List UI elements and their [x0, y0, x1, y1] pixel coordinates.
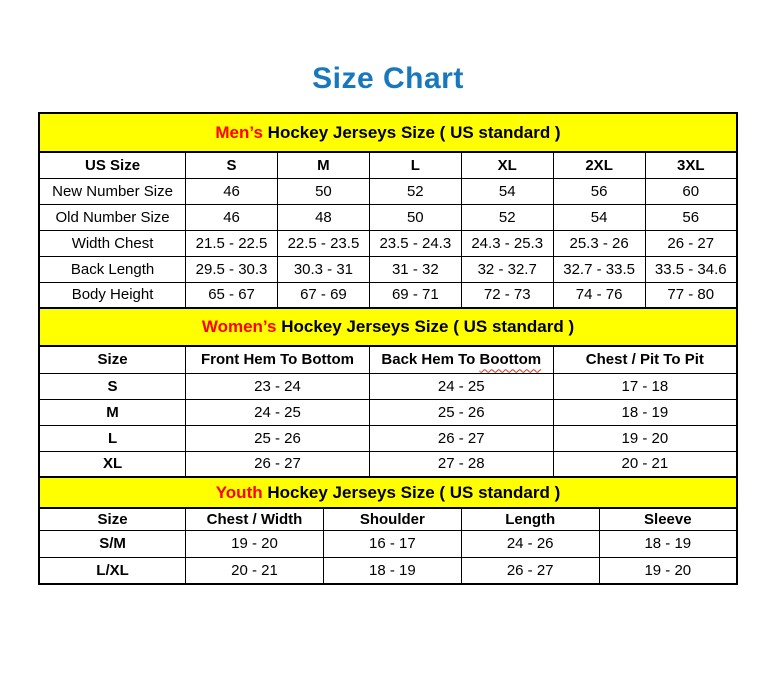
- value-cell: 18 - 19: [323, 557, 461, 584]
- column-header: [369, 346, 553, 373]
- column-header: Sleeve: [599, 508, 737, 530]
- column-header: Shoulder: [323, 508, 461, 530]
- column-header: 3XL: [645, 152, 737, 178]
- row-label: Old Number Size: [39, 204, 186, 230]
- value-cell: 29.5 - 30.3: [186, 256, 278, 282]
- value-cell: 52: [461, 204, 553, 230]
- column-header: L: [369, 152, 461, 178]
- womens-section-header-row: [39, 308, 737, 346]
- row-label: S/M: [39, 530, 186, 557]
- table-row: [39, 530, 737, 557]
- row-label: M: [39, 399, 186, 425]
- row-label: Back Length: [39, 256, 186, 282]
- value-cell: 56: [553, 178, 645, 204]
- column-header: US Size: [39, 152, 186, 178]
- womens-size-table: [38, 307, 738, 478]
- value-cell: 19 - 20: [553, 425, 737, 451]
- table-row: [39, 399, 737, 425]
- table-row: [39, 230, 737, 256]
- row-label: XL: [39, 451, 186, 477]
- value-cell: 26 - 27: [645, 230, 737, 256]
- row-label: New Number Size: [39, 178, 186, 204]
- womens-column-header-row: [39, 346, 737, 373]
- table-row: [39, 373, 737, 399]
- column-header: Front Hem To Bottom: [186, 346, 370, 373]
- value-cell: 77 - 80: [645, 282, 737, 308]
- value-cell: 32 - 32.7: [461, 256, 553, 282]
- table-row: [39, 451, 737, 477]
- mens-section-title: [39, 113, 737, 152]
- value-cell: 26 - 27: [186, 451, 370, 477]
- value-cell: 25.3 - 26: [553, 230, 645, 256]
- column-header: Chest / Pit To Pit: [553, 346, 737, 373]
- value-cell: 22.5 - 23.5: [277, 230, 369, 256]
- value-cell: 17 - 18: [553, 373, 737, 399]
- value-cell: 54: [553, 204, 645, 230]
- value-cell: 31 - 32: [369, 256, 461, 282]
- value-cell: 27 - 28: [369, 451, 553, 477]
- column-header-text: Back Hem To: [381, 351, 480, 369]
- value-cell: 50: [369, 204, 461, 230]
- size-chart-page: [0, 62, 776, 585]
- value-cell: 48: [277, 204, 369, 230]
- value-cell: 67 - 69: [277, 282, 369, 308]
- value-cell: 69 - 71: [369, 282, 461, 308]
- mens-column-header-row: [39, 152, 737, 178]
- table-row: [39, 204, 737, 230]
- table-row: [39, 256, 737, 282]
- row-label: L: [39, 425, 186, 451]
- column-header: Chest / Width: [186, 508, 324, 530]
- column-header: XL: [461, 152, 553, 178]
- page-title: Size Chart: [312, 62, 464, 95]
- section-caption-text: Hockey Jerseys Size ( US standard ): [267, 482, 561, 502]
- value-cell: 23 - 24: [186, 373, 370, 399]
- table-row: [39, 557, 737, 584]
- mens-section-header-row: [39, 113, 737, 152]
- value-cell: 21.5 - 22.5: [186, 230, 278, 256]
- row-label: S: [39, 373, 186, 399]
- value-cell: 46: [186, 178, 278, 204]
- column-header: M: [277, 152, 369, 178]
- column-header: 2XL: [553, 152, 645, 178]
- value-cell: 25 - 26: [186, 425, 370, 451]
- womens-section-title: [39, 308, 737, 346]
- section-caption-text: Hockey Jerseys Size ( US standard ): [267, 122, 561, 142]
- row-label: Body Height: [39, 282, 186, 308]
- column-header: Length: [461, 508, 599, 530]
- value-cell: 23.5 - 24.3: [369, 230, 461, 256]
- value-cell: 50: [277, 178, 369, 204]
- table-row: [39, 282, 737, 308]
- column-header: S: [186, 152, 278, 178]
- value-cell: 20 - 21: [553, 451, 737, 477]
- mens-size-table: [38, 112, 738, 309]
- youth-column-header-row: [39, 508, 737, 530]
- youth-section-header-row: [39, 477, 737, 508]
- value-cell: 19 - 20: [599, 557, 737, 584]
- value-cell: 24 - 25: [369, 373, 553, 399]
- value-cell: 26 - 27: [369, 425, 553, 451]
- section-caption-text: Hockey Jerseys Size ( US standard ): [281, 317, 575, 336]
- value-cell: 19 - 20: [186, 530, 324, 557]
- value-cell: 52: [369, 178, 461, 204]
- value-cell: 18 - 19: [553, 399, 737, 425]
- value-cell: 24.3 - 25.3: [461, 230, 553, 256]
- column-header: Size: [39, 508, 186, 530]
- value-cell: 54: [461, 178, 553, 204]
- value-cell: 46: [186, 204, 278, 230]
- row-label: L/XL: [39, 557, 186, 584]
- value-cell: 60: [645, 178, 737, 204]
- value-cell: 74 - 76: [553, 282, 645, 308]
- section-accent-word: Women’s: [201, 317, 277, 336]
- value-cell: 16 - 17: [323, 530, 461, 557]
- misspelled-word: Boottom: [479, 351, 542, 369]
- size-chart-tables: [38, 112, 738, 585]
- section-accent-word: Youth: [215, 482, 263, 502]
- value-cell: 32.7 - 33.5: [553, 256, 645, 282]
- column-header: Size: [39, 346, 186, 373]
- value-cell: 24 - 25: [186, 399, 370, 425]
- youth-section-title: [39, 477, 737, 508]
- section-accent-word: Men’s: [215, 122, 263, 142]
- table-row: [39, 425, 737, 451]
- value-cell: 33.5 - 34.6: [645, 256, 737, 282]
- value-cell: 65 - 67: [186, 282, 278, 308]
- value-cell: 30.3 - 31: [277, 256, 369, 282]
- youth-size-table: [38, 476, 738, 585]
- value-cell: 72 - 73: [461, 282, 553, 308]
- value-cell: 26 - 27: [461, 557, 599, 584]
- value-cell: 20 - 21: [186, 557, 324, 584]
- table-row: [39, 178, 737, 204]
- value-cell: 24 - 26: [461, 530, 599, 557]
- value-cell: 25 - 26: [369, 399, 553, 425]
- value-cell: 56: [645, 204, 737, 230]
- row-label: Width Chest: [39, 230, 186, 256]
- value-cell: 18 - 19: [599, 530, 737, 557]
